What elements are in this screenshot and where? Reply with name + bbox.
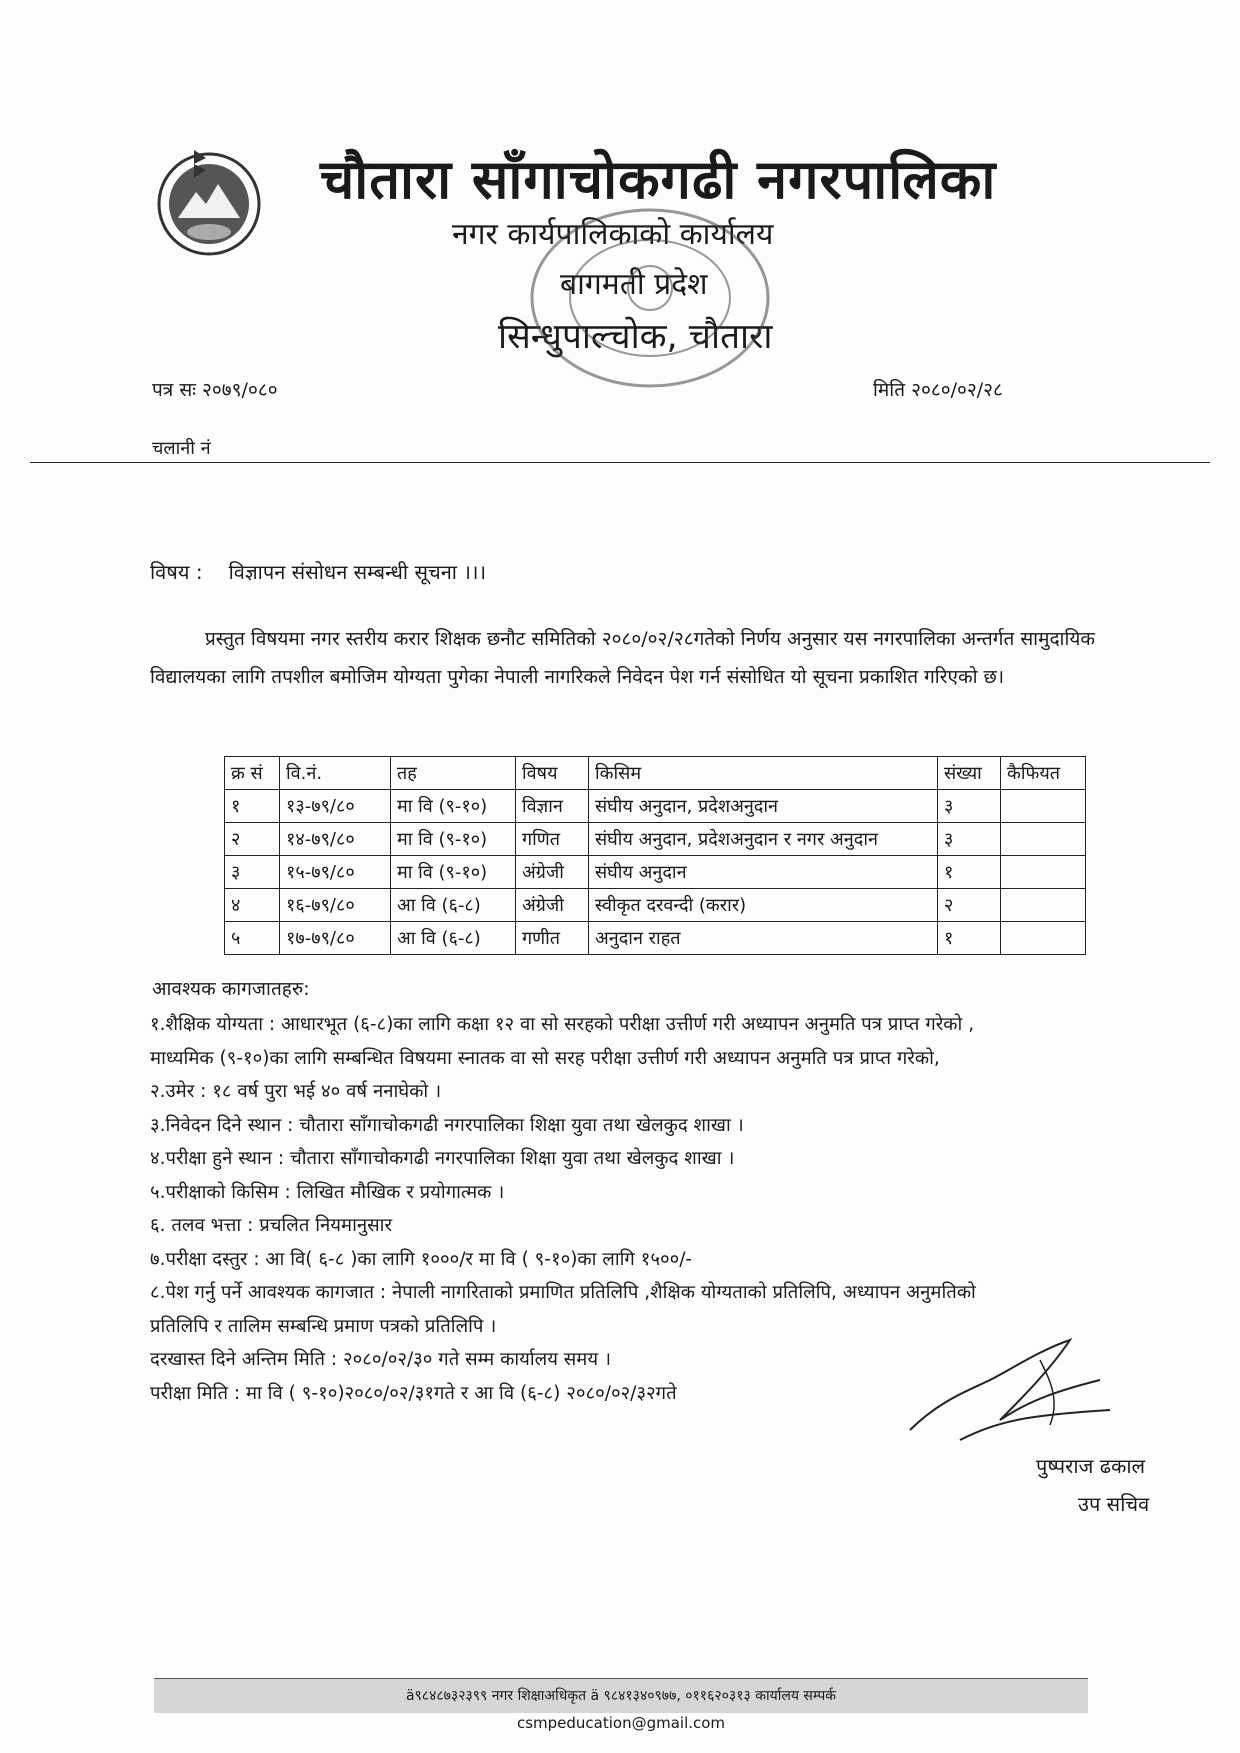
signatory-name: पुष्पराज ढकाल	[1036, 1454, 1146, 1478]
requirement-line: २.उमेर : १८ वर्ष पुरा भई ४० वर्ष ननाघेको ।	[150, 1081, 442, 1102]
table-cell: १६-७९/८०	[280, 889, 391, 922]
government-emblem-icon	[148, 140, 270, 262]
table-cell: मा वि (९-१०)	[391, 790, 516, 823]
table-cell: १	[225, 790, 280, 823]
requirement-line: १.शैक्षिक योग्यता : आधारभूत (६-८)का लागि कक्षा १२ वा सो सरहको परीक्षा उत्तीर्ण गरी अध्यापन अनुमति पत्र प्राप्त गरेको ,	[150, 1014, 975, 1035]
table-cell: विज्ञान	[516, 790, 589, 823]
table-cell: ३	[225, 856, 280, 889]
table-cell: संघीय अनुदान	[589, 856, 938, 889]
table-cell: संघीय अनुदान, प्रदेशअनुदान	[589, 790, 938, 823]
footer-email: csmpeducation@gmail.com	[516, 1714, 726, 1732]
column-header: कैफियत	[1001, 757, 1086, 790]
table-cell: ४	[225, 889, 280, 922]
letter-date: मिति २०८०/०२/२८	[873, 379, 1003, 401]
table-cell: १	[938, 856, 1001, 889]
table-cell: स्वीकृत दरवन्दी (करार)	[589, 889, 938, 922]
office-stamp-icon	[520, 198, 780, 398]
requirement-line: परीक्षा मिति : मा वि ( ९-१०)२०८०/०२/३१गते र आ वि (६-८) २०८०/०२/३२गते	[150, 1382, 677, 1404]
municipality-title: चौतारा साँगाचोकगढी नगरपालिका	[320, 148, 997, 211]
column-header: वि.नं.	[280, 757, 391, 790]
table-cell: १४-७९/८०	[280, 823, 391, 856]
table-row	[225, 856, 1086, 889]
requirement-line: ७.परीक्षा दस्तुर : आ वि( ६-८ )का लागि १०००/र मा वि ( ९-१०)का लागि १५००/-	[150, 1248, 693, 1270]
requirement-line: प्रतिलिपि र तालिम सम्बन्धि प्रमाण पत्रको प्रतिलिपि ।	[150, 1315, 497, 1337]
footer-contact: ä९८४८७३२३९९ नगर शिक्षाअधिकृत ä ९८४१३४०९७७, ०११६२०३१३ कार्यालय सम्पर्क	[154, 1678, 1088, 1713]
requirement-line: ८.पेश गर्नु पर्ने आवश्यक कागजात : नेपाली नागरिताको प्रमाणित प्रतिलिपि ,शैक्षिक योग्यताको प्रतिलिपि, अध्यापन अनुमतिको	[150, 1282, 976, 1303]
intro-paragraph: प्रस्तुत विषयमा नगर स्तरीय करार शिक्षक छनौट समितिको २०८०/०२/२८गतेको निर्णय अनुसार यस नगरपालिका अन्तर्गत सामुदायिक विद्यालयका लागि तपशील बमोजिम योग्यता पुगेका नेपाली नागरिकले निवेदन पेश गर्न संसोधित यो सूचना प्रकाशित गरिएको छ।	[150, 628, 1096, 688]
table-cell	[1001, 856, 1086, 889]
table-cell: मा वि (९-१०)	[391, 823, 516, 856]
table-row	[225, 823, 1086, 856]
subject-text: विज्ञापन संसोधन सम्बन्धी सूचना ।।।	[228, 560, 487, 584]
subject-label: विषय :	[150, 560, 203, 584]
table-cell: आ वि (६-८)	[391, 889, 516, 922]
table-cell	[1001, 922, 1086, 955]
column-header: विषय	[516, 757, 589, 790]
signatory-title: उप सचिव	[1078, 1492, 1150, 1516]
dispatch-number: चलानी नं	[152, 438, 211, 459]
table-cell: अंग्रेजी	[516, 856, 589, 889]
table-cell	[1001, 823, 1086, 856]
table-cell: गणित	[516, 823, 589, 856]
table-header-row	[225, 757, 1086, 790]
requirement-line: ६. तलव भत्ता : प्रचलित नियमानुसार	[150, 1215, 393, 1236]
requirement-line: दरखास्त दिने अन्तिम मिति : २०८०/०२/३० गते सम्म कार्यालय समय ।	[150, 1349, 611, 1370]
table-row	[225, 889, 1086, 922]
requirement-line: ३.निवेदन दिने स्थान : चौतारा साँगाचोकगढी नगरपालिका शिक्षा युवा तथा खेलकुद शाखा ।	[150, 1114, 744, 1136]
table-cell: संघीय अनुदान, प्रदेशअनुदान र नगर अनुदान	[589, 823, 938, 856]
table-cell: ५	[225, 922, 280, 955]
office-location: सिन्धुपाल्चोक, चौतारा	[498, 317, 773, 357]
subject-line	[150, 558, 486, 585]
column-header: तह	[391, 757, 516, 790]
table-cell: १	[938, 922, 1001, 955]
table-cell: १३-७९/८०	[280, 790, 391, 823]
column-header: किसिम	[589, 757, 938, 790]
table-cell: १७-७९/८०	[280, 922, 391, 955]
requirements-heading: आवश्यक कागजातहरु:	[152, 978, 310, 1000]
header-divider	[30, 462, 1210, 463]
column-header: क्र सं	[225, 757, 280, 790]
signature-icon	[900, 1330, 1120, 1450]
table-cell: ३	[938, 823, 1001, 856]
table-cell: अंग्रेजी	[516, 889, 589, 922]
table-cell: आ वि (६-८)	[391, 922, 516, 955]
letter-number: पत्र सः २०७९/०८०	[152, 379, 278, 401]
office-name: नगर कार्यपालिकाको कार्यालय	[452, 217, 774, 252]
table-cell: २	[938, 889, 1001, 922]
column-header: संख्या	[938, 757, 1001, 790]
table-cell	[1001, 790, 1086, 823]
table-cell: २	[225, 823, 280, 856]
table-cell: मा वि (९-१०)	[391, 856, 516, 889]
requirement-line: ४.परीक्षा हुने स्थान : चौतारा साँगाचोकगढी नगरपालिका शिक्षा युवा तथा खेलकुद शाखा ।	[150, 1148, 735, 1169]
table-row	[225, 790, 1086, 823]
table-cell: अनुदान राहत	[589, 922, 938, 955]
vacancy-table	[224, 756, 1086, 955]
table-cell: गणीत	[516, 922, 589, 955]
table-row	[225, 922, 1086, 955]
requirement-line: ५.परीक्षाको किसिम : लिखित मौखिक र प्रयोगात्मक ।	[150, 1181, 505, 1203]
table-cell: १५-७९/८०	[280, 856, 391, 889]
province-name: बागमती प्रदेश	[560, 267, 708, 302]
table-cell	[1001, 889, 1086, 922]
table-cell: ३	[938, 790, 1001, 823]
requirement-line: माध्यमिक (९-१०)का लागि सम्बन्धित विषयमा स्नातक वा सो सरह परीक्षा उत्तीर्ण गरी अध्यापन अनुमति पत्र प्राप्त गरेको,	[150, 1047, 940, 1069]
